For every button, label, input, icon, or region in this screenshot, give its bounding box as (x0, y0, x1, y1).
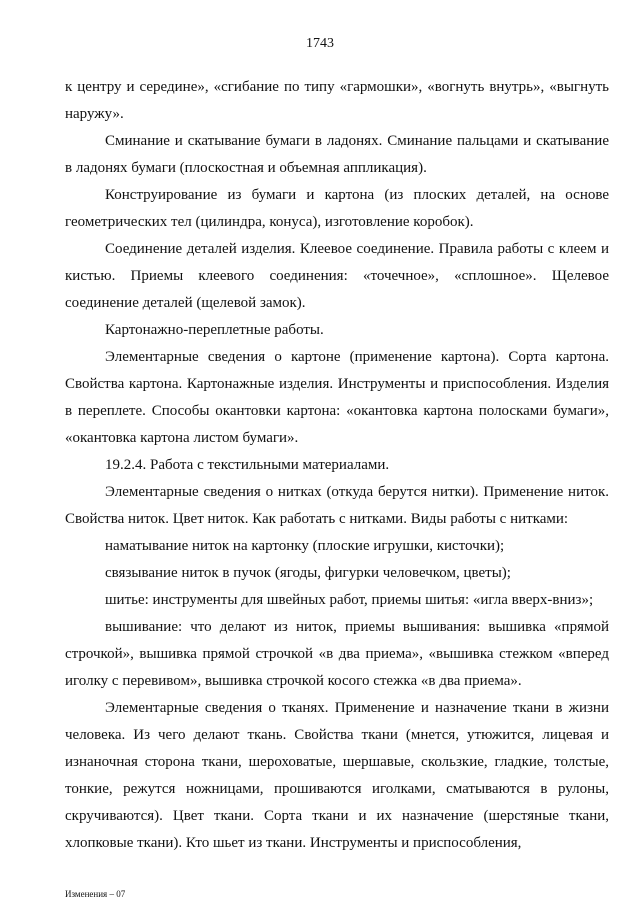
paragraph: Элементарные сведения о нитках (откуда берутся нитки). Применение ниток. Свойства ниток. Цвет ниток. Как работать с нитками. Виды работы с нитками: (65, 484, 609, 527)
paragraph: Элементарные сведения о картоне (применение картона). Сорта картона. Свойства картона. Картонажные изделия. Инструменты и приспособления. Изделия в переплете. Способы окантовки картона: «окантовка картона полосками бумаги», «окантовка картона листом бумаги». (65, 349, 609, 446)
paragraph: Соединение деталей изделия. Клеевое соединение. Правила работы с клеем и кистью. Приемы клеевого соединения: «точечное», «сплошное». Щелевое соединение деталей (щелевой замок). (65, 241, 609, 311)
list-item: связывание ниток в пучок (ягоды, фигурки человечком, цветы); (105, 565, 511, 581)
list-item: шитье: инструменты для швейных работ, приемы шитья: «игла вверх-вниз»; (105, 592, 594, 608)
paragraph: Конструирование из бумаги и картона (из плоских деталей, на основе геометрических тел (цилиндра, конуса), изготовление коробок). (65, 187, 609, 230)
paragraph: Сминание и скатывание бумаги в ладонях. Сминание пальцами и скатывание в ладонях бумаги (плоскостная и объемная аппликация). (65, 133, 609, 176)
list-item: вышивание: что делают из ниток, приемы вышивания: вышивка «прямой строчкой», вышивка прямой строчкой «в два приема», «вышивка стежком «вперед иголку с перевивом», вышивка строчкой косого стежка «в два приема». (65, 619, 609, 689)
page-number: 1743 (306, 36, 334, 51)
section-heading: 19.2.4. Работа с текстильными материалами. (105, 457, 390, 473)
paragraph: к центру и середине», «сгибание по типу «гармошки», «вогнуть внутрь», «выгнуть наружу». (65, 79, 609, 122)
paragraph: Картонажно-переплетные работы. (105, 322, 324, 338)
paragraph: Элементарные сведения о тканях. Применение и назначение ткани в жизни человека. Из чего делают ткань. Свойства ткани (мнется, утюжится, лицевая и изнаночная сторона ткани, шероховатые, шершавые, скользкие, гладкие, толстые, тонкие, режутся ножницами, прошиваются иголками, сматываются в рулоны, скручиваются). Цвет ткани. Сорта ткани и их назначение (шерстяные ткани, хлопковые ткани). Кто шьет из ткани. Инструменты и приспособления, (65, 700, 609, 851)
footer-note: Изменения – 07 (65, 889, 126, 899)
list-item: наматывание ниток на картонку (плоские игрушки, кисточки); (105, 538, 505, 554)
body-text (65, 74, 609, 857)
